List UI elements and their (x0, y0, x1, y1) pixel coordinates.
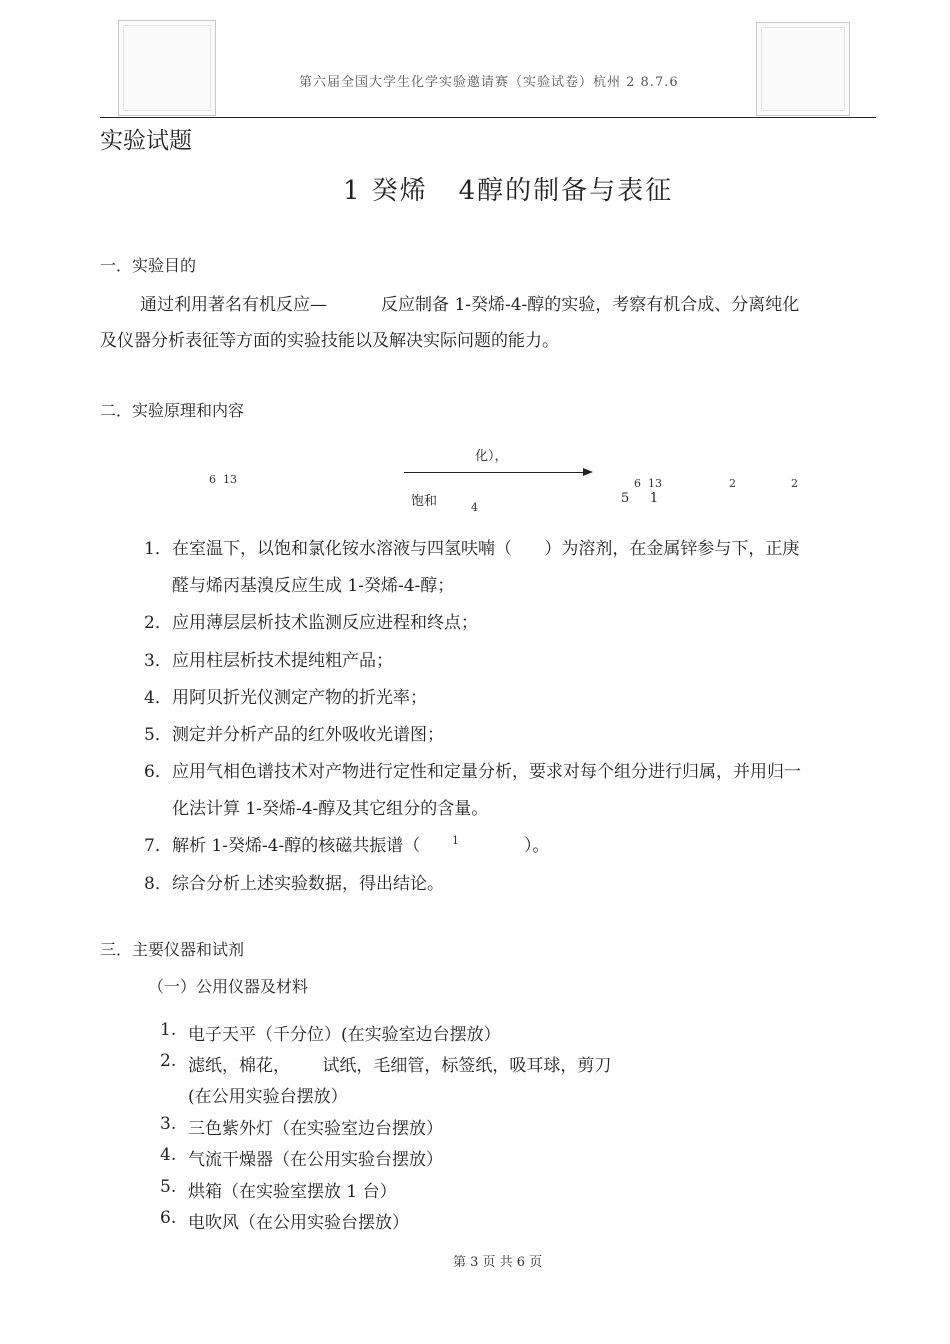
principle-item-7: 解析 1-癸烯-4-醇的核磁共振谱（ (172, 836, 421, 856)
right-logo-placeholder (756, 22, 850, 116)
equipment-item-3: 三色紫外灯（在实验室边台摆放） (188, 1119, 443, 1139)
document-heading: 实验试题 (100, 128, 192, 154)
equipment-item-2-num: 2. (160, 1051, 177, 1071)
section-2-heading: 二．实验原理和内容 (100, 401, 245, 420)
principle-item-1-line-1: 在室温下，以饱和氯化铵水溶液与四氢呋喃（ ）为溶剂，在金属锌参与下，正庚 (172, 539, 800, 559)
equipment-item-5-num: 5. (160, 1177, 177, 1197)
principle-item-7-tail: ）。 (524, 836, 550, 856)
arrow-above-label: 化）， (475, 449, 508, 464)
principle-item-3: 应用柱层析技术提纯粗产品； (172, 651, 393, 671)
principle-item-4-num: 4． (144, 688, 172, 708)
principle-item-3-num: 3． (144, 651, 172, 671)
principle-item-4: 用阿贝折光仪测定产物的折光率； (172, 688, 427, 708)
principle-item-6-num: 6． (144, 762, 172, 782)
arrow-below-label: 饱和 (411, 494, 438, 509)
product-numbers: 5 1 (621, 491, 659, 506)
equipment-item-4-num: 4. (160, 1145, 177, 1165)
header-rule (100, 117, 876, 118)
product-subscript-2a: 2 (729, 477, 736, 490)
section-1-paragraph-line-1: 通过利用著名有机反应— 反应制备 1-癸烯-4-醇的实验，考察有机合成、分离纯化 (140, 295, 800, 315)
equipment-item-2-line-2: (在公用实验台摆放） (188, 1087, 348, 1107)
principle-item-1-line-2: 醛与烯丙基溴反应生成 1-癸烯-4-醇； (172, 576, 455, 596)
section-3-heading: 三．主要仪器和试剂 (100, 940, 245, 959)
equipment-item-6-num: 6. (160, 1208, 177, 1228)
principle-item-6-line-1: 应用气相色谱技术对产物进行定性和定量分析，要求对每个组分进行归属，并用归一 (172, 762, 801, 782)
section-1-heading: 一．实验目的 (100, 256, 197, 275)
principle-item-8: 综合分析上述实验数据，得出结论。 (172, 874, 444, 894)
page-number: 第 3 页 共 6 页 (453, 1255, 543, 1270)
principle-item-7-superscript: 1 (452, 834, 459, 847)
principle-item-2-num: 2． (144, 613, 172, 633)
reaction-arrow (404, 472, 584, 473)
principle-item-5: 测定并分析产品的红外吸收光谱图； (172, 725, 444, 745)
principle-item-1-num: 1． (144, 539, 172, 559)
arrow-below-subscript: 4 (471, 501, 478, 514)
principle-item-5-num: 5． (144, 725, 172, 745)
product-subscripts: 6 13 (634, 477, 662, 490)
equipment-item-3-num: 3. (160, 1114, 177, 1134)
equipment-item-2-line-1: 滤纸，棉花， 试纸，毛细管，标签纸，吸耳球，剪刀 (188, 1056, 612, 1076)
equipment-item-4: 气流干燥器（在公用实验台摆放） (188, 1150, 443, 1170)
product-subscript-2b: 2 (791, 477, 798, 490)
equipment-item-1: 电子天平（千分位）(在实验室边台摆放） (188, 1025, 501, 1045)
reaction-arrow-head-icon (583, 468, 593, 476)
equipment-item-6: 电吹风（在公用实验台摆放） (188, 1213, 409, 1233)
section-3-subheading: （一）公用仪器及材料 (148, 977, 309, 996)
experiment-title: 1 癸烯 4醇的制备与表征 (343, 176, 674, 206)
equipment-item-1-num: 1. (160, 1020, 177, 1040)
principle-item-8-num: 8． (144, 874, 172, 894)
header-text: 第六届全国大学生化学实验邀请赛（实验试卷）杭州 2 8.7.6 (299, 75, 679, 90)
section-1-paragraph-line-2: 及仪器分析表征等方面的实验技能以及解决实际问题的能力。 (100, 331, 559, 351)
principle-item-6-line-2: 化法计算 1-癸烯-4-醇及其它组分的含量。 (172, 799, 489, 819)
reactant-subscripts: 6 13 (209, 473, 237, 486)
equipment-item-5: 烘箱（在实验室摆放 1 台） (188, 1182, 397, 1202)
left-logo-placeholder (118, 20, 216, 116)
principle-item-7-num: 7． (144, 836, 172, 856)
principle-item-2: 应用薄层层析技术监测反应进程和终点； (172, 613, 478, 633)
